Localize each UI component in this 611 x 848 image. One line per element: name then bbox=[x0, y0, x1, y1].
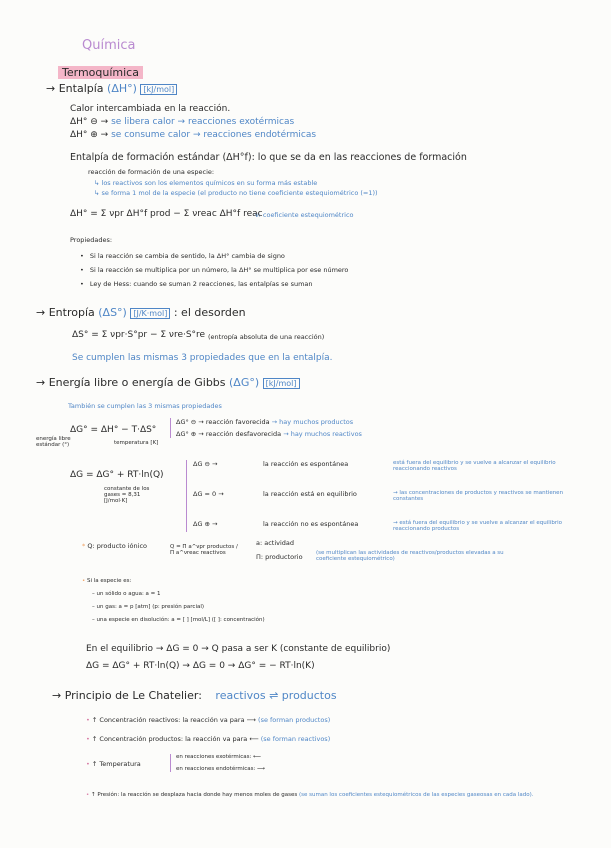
q-formula: Q = Π a^νpr productos / Π a^νreac reactivos bbox=[170, 544, 238, 556]
property-3: • Ley de Hess: cuando se suman 2 reacciones, las entalpías se suman bbox=[80, 280, 313, 288]
enthalpy-formula: ΔH° = Σ νpr ΔH°f prod − Σ νreac ΔH°f reac bbox=[70, 209, 263, 219]
gibbs-rows1: ΔG° ⊖ → reacción favorecida → hay muchos productos ΔG° ⊕ → reacción desfavorecida → hay muchos reactivos bbox=[170, 418, 362, 438]
section-title: Termoquímica bbox=[58, 66, 143, 79]
enthalpy-neg: ΔH° ⊖ → se libera calor → reacciones exotérmicas bbox=[70, 117, 295, 127]
entropy-head: → Entropía (ΔS°) [J/K·mol] : el desorden bbox=[36, 306, 246, 319]
a-label: a: actividad bbox=[256, 539, 295, 547]
enthalpy-line1: Calor intercambiada en la reacción. bbox=[70, 104, 231, 114]
gibbs-rows2: ΔG ⊖ → la reacción es espontánea está fuera del equilibrio y se vuelve a alcanzar el equilibrio reaccionando reactivos ΔG = 0 → la reacción está en equilibrio → las concentraciones de productos y reactivos se mantienen constantes ΔG ⊕ → la reacción no es espontánea → está fuera del equilibrio y se vuelve a alcanzar el equilibrio reaccionando productos bbox=[186, 460, 593, 532]
pi-note: (se multiplican las actividades de reactivos/productos elevadas a su coeficiente estequiométrico) bbox=[316, 550, 504, 562]
q-label: * Q: producto iónico bbox=[82, 542, 148, 550]
entropy-note: Se cumplen las mismas 3 propiedades que en la entalpía. bbox=[72, 353, 333, 363]
formation-sub: reacción de formación de una especie: bbox=[88, 168, 215, 176]
property-1: • Si la reacción se cambia de sentido, la ΔH° cambia de signo bbox=[80, 252, 285, 260]
gibbs-const-note: constante de los gases = 8,31 [J/mol·K] bbox=[104, 486, 150, 504]
gibbs-head: → Energía libre o energía de Gibbs (ΔG°) [kJ/mol] bbox=[36, 376, 300, 389]
chatelier-item-3-detail: en reacciones exotérmicas: ⟵ en reacciones endotérmicas: ⟶ bbox=[170, 754, 265, 772]
property-2: • Si la reacción se multiplica por un número, la ΔH° se multiplica por ese número bbox=[80, 266, 348, 274]
enthalpy-head: → Entalpía (ΔH°) [kJ/mol] bbox=[46, 82, 177, 95]
chatelier-item-3: • ↑ Temperatura bbox=[86, 760, 141, 768]
page-title: Química bbox=[82, 38, 136, 53]
gibbs-temp-note: temperatura [K] bbox=[114, 440, 159, 446]
entropy-formula: ΔS° = Σ νpr·S°pr − Σ νre·S°re bbox=[72, 330, 206, 340]
gibbs-formula2: ΔG = ΔG° + RT·ln(Q) bbox=[70, 470, 164, 480]
enthalpy-formula-note: ν: coeficiente estequiométrico bbox=[255, 211, 354, 219]
equilibrium-line2: ΔG = ΔG° + RT·ln(Q) → ΔG = 0 → ΔG° = − RT·ln(K) bbox=[86, 661, 315, 671]
formation-sub2: ↳ los reactivos son los elementos químicos en su forma más estable bbox=[94, 179, 318, 187]
species-2: – un gas: a = p [atm] (p: presión parcial) bbox=[92, 604, 205, 610]
species-1: – un sólido o agua: a = 1 bbox=[92, 591, 161, 597]
chatelier-item-4: • ↑ Presión: la reacción se desplaza hacia donde hay menos moles de gases (se suman los coeficientes estequiométricos de las especies gaseosas en cada lado). bbox=[86, 792, 534, 798]
chatelier-head: → Principio de Le Chatelier: reactivos ⇌ productos bbox=[52, 689, 337, 702]
formation-head: Entalpía de formación estándar (ΔH°f): lo que se da en las reacciones de formación bbox=[70, 152, 467, 163]
pi-label: Π: productorio bbox=[256, 553, 303, 561]
chatelier-item-1: • ↑ Concentración reactivos: la reacción va para ⟶ (se forman productos) bbox=[86, 716, 331, 724]
gibbs-side-label: energía libre estándar (°) bbox=[36, 436, 71, 448]
enthalpy-pos: ΔH° ⊕ → se consume calor → reacciones endotérmicas bbox=[70, 130, 317, 140]
species-head: • Si la especie es: bbox=[82, 578, 132, 584]
equilibrium-line: En el equilibrio → ΔG = 0 → Q pasa a ser K (constante de equilibrio) bbox=[86, 644, 391, 654]
chatelier-item-2: • ↑ Concentración productos: la reacción va para ⟵ (se forman reactivos) bbox=[86, 735, 331, 743]
entropy-formula-note: (entropía absoluta de una reacción) bbox=[208, 333, 325, 341]
properties-head: Propiedades: bbox=[70, 236, 113, 244]
species-3: – una especie en disolución: a = [ ] [mol/L] ([ ]: concentración) bbox=[92, 617, 265, 623]
formation-sub3: ↳ se forma 1 mol de la especie (el producto no tiene coeficiente estequiométrico (=1)) bbox=[94, 189, 378, 197]
gibbs-formula: ΔG° = ΔH° − T·ΔS° bbox=[70, 425, 157, 435]
gibbs-note: También se cumplen las 3 mismas propiedades bbox=[68, 402, 222, 410]
